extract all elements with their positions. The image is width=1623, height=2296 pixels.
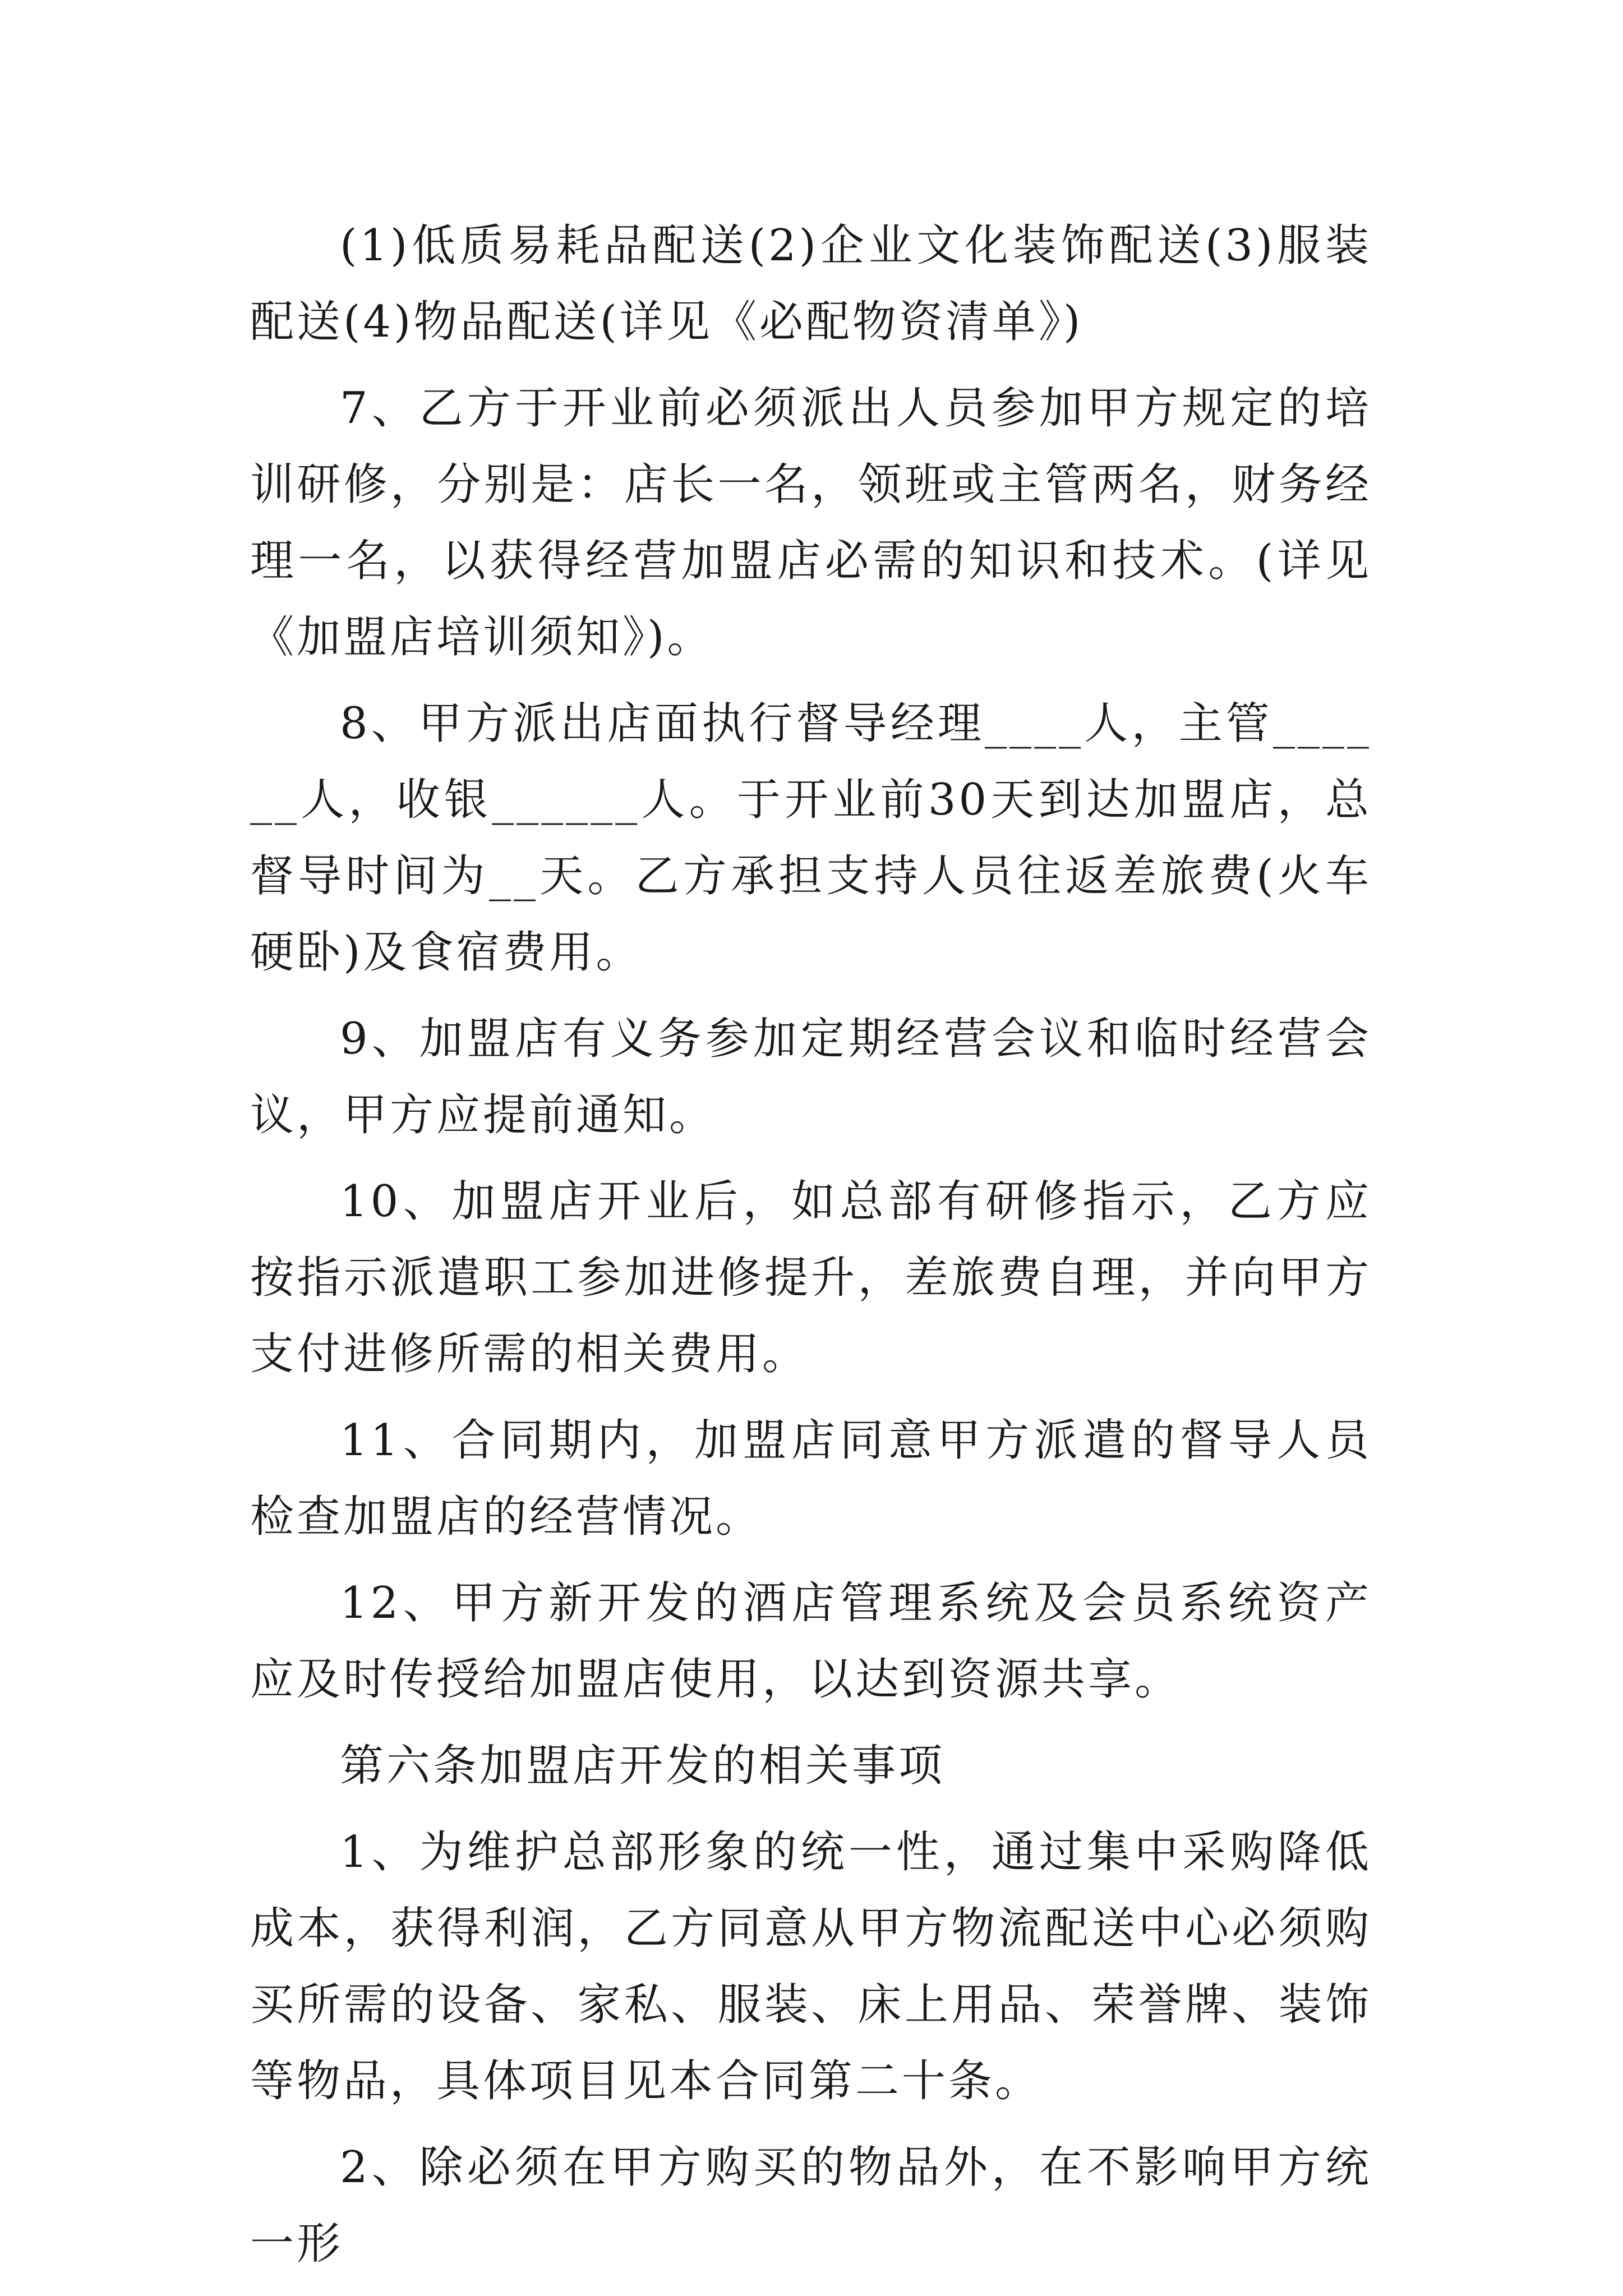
paragraph-clause-9-meetings: 9、加盟店有义务参加定期经营会议和临时经营会议，甲方应提前通知。 (250, 1014, 1372, 1140)
paragraph-article-6-item-2: 2、除必须在甲方购买的物品外，在不影响甲方统一形 (250, 2142, 1372, 2269)
paragraph-clause-11-inspection: 11、合同期内，加盟店同意甲方派遣的督导人员检查加盟店的经营情况。 (250, 1415, 1372, 1542)
paragraph-delivery-items: (1)低质易耗品配送(2)企业文化装饰配送(3)服装配送(4)物品配送(详见《必配物资清单》) (250, 220, 1372, 347)
paragraph-clause-7-training: 7、乙方于开业前必须派出人员参加甲方规定的培训研修，分别是：店长一名，领班或主管两名，财务经理一名，以获得经营加盟店必需的知识和技术。(详见《加盟店培训须知》)。 (250, 383, 1372, 662)
paragraph-clause-10-advanced-training: 10、加盟店开业后，如总部有研修指示，乙方应按指示派遣职工参加进修提升，差旅费自理，并向甲方支付进修所需的相关费用。 (250, 1176, 1372, 1379)
section-heading-article-6: 第六条加盟店开发的相关事项 (340, 1741, 946, 1791)
document-body (250, 208, 1372, 2292)
paragraph-clause-8-supervision: 8、甲方派出店面执行督导经理____人，主管______人，收银______人。于开业前30天到达加盟店，总督导时间为__天。乙方承担支持人员往返差旅费(火车硬卧)及食宿费用。 (250, 698, 1372, 978)
paragraph-article-6-item-1: 1、为维护总部形象的统一性，通过集中采购降低成本，获得利润，乙方同意从甲方物流配送中心必须购买所需的设备、家私、服装、床上用品、荣誉牌、装饰等物品，具体项目见本合同第二十条。 (250, 1827, 1372, 2106)
paragraph-clause-12-systems: 12、甲方新开发的酒店管理系统及会员系统资产应及时传授给加盟店使用，以达到资源共享。 (250, 1578, 1372, 1705)
